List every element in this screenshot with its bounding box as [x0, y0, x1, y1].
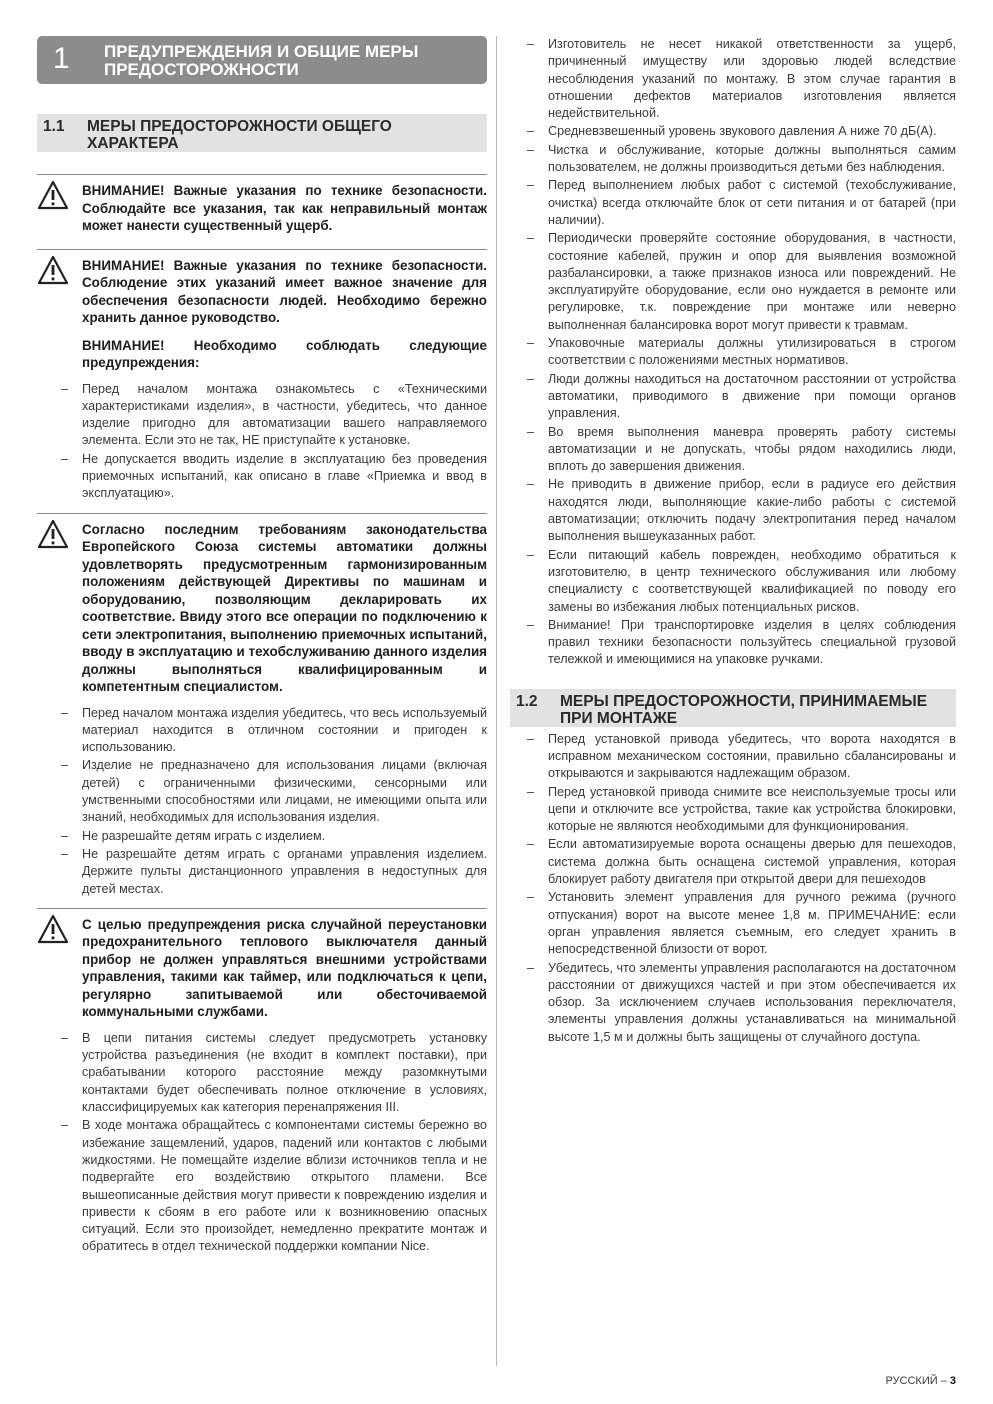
section-title: МЕРЫ ПРЕДОСТОРОЖНОСТИ, ПРИНИМАЕМЫЕ ПРИ МОНТАЖЕ: [560, 692, 928, 727]
chapter-header: [37, 36, 487, 84]
list-item: – Если питающий кабель поврежден, необходимо обратиться к изготовителю, в центр технического обслуживания или любому специалисту с соответствующей квалификацией по поводу его замены во избежания любых потенциальных рисков.: [548, 547, 956, 616]
warning-block-3: [37, 513, 487, 696]
list-item: – В ходе монтажа обращайтесь с компонентами системы бережно во избежание защемлений, ударов, падений или контактов с любыми жидкостями. Не помещайте изделие вблизи источников тепла и не подвергайте его воздействию открытого пламени. Все вышеописанные действия могут привести к повреждению изделия и привести к сбоям в его работе или к возникновению опасных ситуаций. Если это произойдет, немедленно прекратите монтаж и обратитесь в отдел технической поддержки компании Nice.: [82, 1117, 487, 1255]
column-divider: [496, 36, 497, 1366]
list-item: – Упаковочные материалы должны утилизироваться в строгом соответствии с положениями местных нормативов.: [548, 335, 956, 370]
section-title: МЕРЫ ПРЕДОСТОРОЖНОСТИ ОБЩЕГО ХАРАКТЕРА: [87, 118, 392, 152]
warning-block-1: [37, 174, 487, 235]
list-item: – Перед установкой привода снимите все неиспользуемые тросы или цепи и отключите все устройства, такие как устройства блокировки, которые не являются необходимыми для функционирования.: [548, 784, 956, 836]
section-header-1-1: [37, 114, 487, 152]
list-item: – Перед началом монтажа изделия убедитесь, что весь используемый материал находится в отличном состоянии и пригоден к использованию.: [82, 705, 487, 757]
precautions-list-1: [37, 381, 487, 503]
warning-subtext: ВНИМАНИЕ! Необходимо соблюдать следующие предупреждения:: [82, 337, 487, 370]
list-item: – Не допускается вводить изделие в эксплуатацию без проведения приемочных испытаний, как описано в главе «Приемка и ввод в эксплуатацию».: [82, 451, 487, 503]
list-item: – Во время выполнения маневра проверять работу системы автоматизации и не допускать, чтобы рядом находились люди, вплоть до завершения движения.: [548, 424, 956, 476]
list-item: – Перед выполнением любых работ с системой (техобслуживание, очистка) всегда отключайте блок от сети питания и от батарей (при наличии).: [548, 177, 956, 229]
chapter-title: ПРЕДУПРЕЖДЕНИЯ И ОБЩИЕ МЕРЫ ПРЕДОСТОРОЖНОСТИ: [104, 42, 419, 79]
left-column: [37, 36, 487, 1257]
list-item: – Убедитесь, что элементы управления располагаются на достаточном расстоянии от движущихся частей и при этом обеспечивается их обзор. За исключением случаев использования переключателя, элементы управления должны устанавливаться на минимальной высоте 1,5 м и должны быть защищены от случайного доступа.: [548, 960, 956, 1046]
list-item: – Не разрешайте детям играть с изделием.: [82, 828, 487, 845]
warning-text: ВНИМАНИЕ! Важные указания по технике безопасности. Соблюдайте все указания, так как неправильный монтаж может нанести существенный ущерб.: [82, 183, 487, 233]
list-item: – Изделие не предназначено для использования лицами (включая детей) с ограниченными физическими, сенсорными или умственными способностями или лицами, не имеющими опыта или знаний, необходимых для использования изделия.: [82, 757, 487, 826]
page-number: 3: [949, 1375, 956, 1387]
precautions-list-4: [510, 36, 956, 669]
warning-text: Согласно последним требованиям законодательства Европейского Союза системы автоматики должны удовлетворять предусмотренным гармонизированным положениям действующей Директивы по машинам и оборудованию, позволяющим декларировать их соответствие. Ввиду этого все операции по подключению к сети электропитания, выполнению приемочных испытаний, вводу в эксплуатацию и техобслуживанию данного изделия должны выполняться квалифицированным и компетентным специалистом.: [82, 521, 487, 695]
precautions-list-5: [510, 731, 956, 1046]
footer-language: РУССКИЙ –: [885, 1375, 950, 1387]
precautions-list-2: [37, 705, 487, 898]
right-column: [510, 36, 956, 1047]
warning-block-2: [37, 249, 487, 372]
list-item: – Люди должны находиться на достаточном расстоянии от устройства автоматики, приводимого в движение при помощи органов управления.: [548, 371, 956, 423]
list-item: – Средневзвешенный уровень звукового давления А ниже 70 дБ(А).: [548, 123, 956, 140]
precautions-list-3: [37, 1030, 487, 1256]
section-number: 1.1: [43, 118, 65, 135]
warning-block-4: [37, 908, 487, 1021]
list-item: – Если автоматизируемые ворота оснащены дверью для пешеходов, система должна быть оснащена системой управления, которая блокирует работу двигателя при открытой двери для пешеходов: [548, 836, 956, 888]
list-item: – Изготовитель не несет никакой ответственности за ущерб, причиненный имуществу или здоровью людей вследствие несоблюдения указаний по монтажу. В этом случае гарантия в отношении дефектов материалов изготовления является недействительной.: [548, 36, 956, 122]
warning-triangle-icon: [37, 255, 69, 285]
warning-text: ВНИМАНИЕ! Важные указания по технике безопасности. Соблюдение этих указаний имеет важное значение для обеспечения безопасности людей. Необходимо бережно хранить данное руководство.: [82, 257, 487, 325]
list-item: – Чистка и обслуживание, которые должны выполняться самим пользователем, не должны производиться детьми без наблюдения.: [548, 142, 956, 177]
list-item: – Не приводить в движение прибор, если в радиусе его действия находятся люди, выполняющие какие-либо работы с системой автоматизации; отключить подачу электропитания перед началом выполнения вышеуказанных работ.: [548, 476, 956, 545]
list-item: – Перед началом монтажа ознакомьтесь с «Техническими характеристиками изделия», в частности, убедитесь, что данное изделие пригодно для автоматизации вашего направляемого элемента. Если это не так, НЕ приступайте к установке.: [82, 381, 487, 450]
section-number: 1.2: [516, 692, 538, 710]
chapter-number: 1: [53, 42, 70, 75]
warning-triangle-icon: [37, 519, 69, 549]
section-header-1-2: [510, 689, 956, 727]
list-item: – Установить элемент управления для ручного режима (ручного отпускания) ворот на высоте менее 1,8 м. ПРИМЕЧАНИЕ: если орган управления является съемным, его следует хранить в непосредственной близости от ворот.: [548, 889, 956, 958]
list-item: – Не разрешайте детям играть с органами управления изделием. Держите пульты дистанционного управления в недоступных для детей местах.: [82, 846, 487, 898]
list-item: – В цепи питания системы следует предусмотреть установку устройства разъединения (не входит в комплект поставки), при срабатывании которого расстояние между разомкнутыми контактами будет обеспечивать полное отключение в условиях, классифицируемых как категория перенапряжения III.: [82, 1030, 487, 1116]
warning-triangle-icon: [37, 914, 69, 944]
list-item: – Внимание! При транспортировке изделия в целях соблюдения правил техники безопасности пользуйтесь специальной грузовой тележкой и имеющимися на упаковке ручками.: [548, 617, 956, 669]
list-item: – Перед установкой привода убедитесь, что ворота находятся в исправном механическом состоянии, правильно сбалансированы и открываются и закрываются надлежащим образом.: [548, 731, 956, 783]
list-item: – Периодически проверяйте состояние оборудования, в частности, состояние кабелей, пружин и опор для выявления возможной разбалансировки, а также признаков износа или повреждений. Не эксплуатируйте оборудование, если оно нуждается в ремонте или регулировке, т.к. повреждение при монтаже или неверно выполненная балансировка ворот могут привести к травмам.: [548, 230, 956, 334]
page-footer: [885, 1375, 956, 1387]
warning-triangle-icon: [37, 180, 69, 210]
warning-text: С целью предупреждения риска случайной переустановки предохранительного теплового выключателя данный прибор не должен управляться внешними устройствами управления, такими как таймер, или подключаться к цепи, регулярно запитываемой или обесточиваемой коммунальными службами.: [82, 916, 487, 1020]
